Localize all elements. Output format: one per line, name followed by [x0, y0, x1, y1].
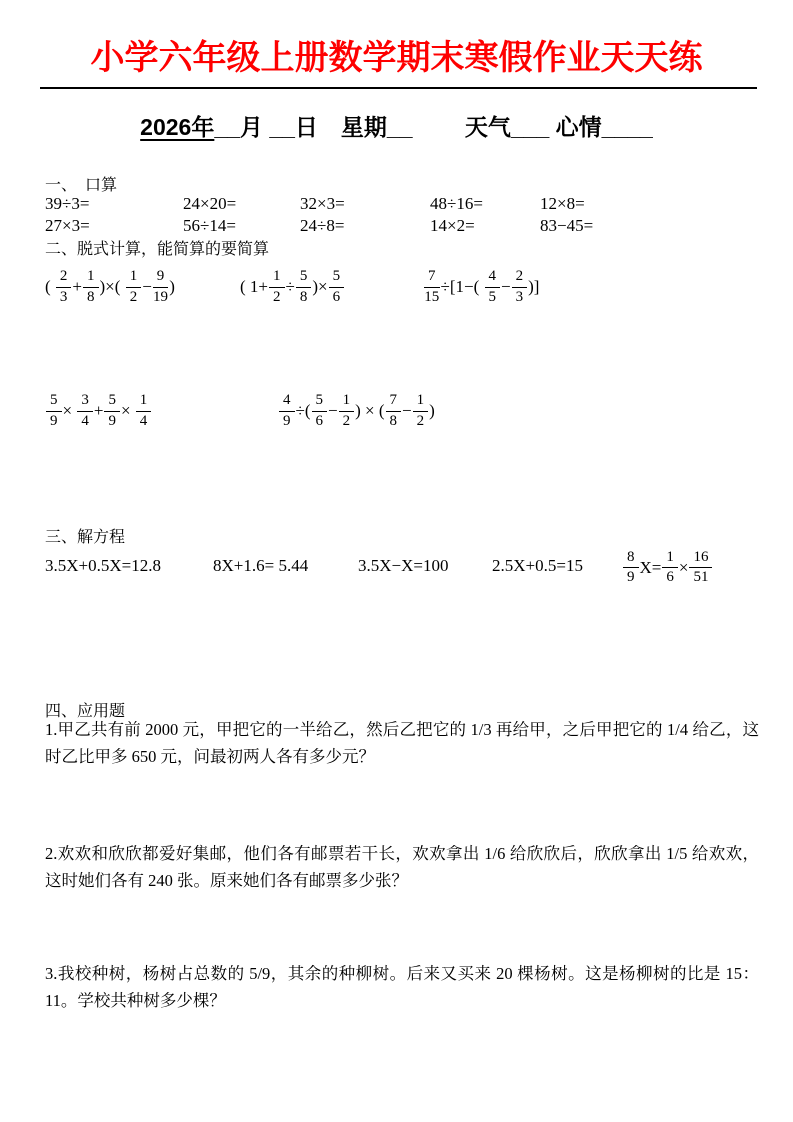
math-text: − [402, 401, 412, 420]
math-text: × [62, 401, 77, 420]
fraction: $\frac{7}{8}$ [386, 392, 402, 430]
fraction: $\frac{2}{3}$ [56, 268, 72, 306]
math-text: + [72, 277, 83, 296]
math-text: ) [429, 401, 435, 420]
calc-expression-1 [45, 260, 175, 314]
date-blanks: __月 __日 星期__ 天气___ 心情____ [214, 114, 653, 140]
oral-problem: 39÷3= [45, 194, 90, 213]
fraction: $\frac{5}{9}$ [46, 392, 62, 430]
word-problem-3: 3.我校种树，杨树占总数的 5/9，其余的种柳树。后来又买来 20 棵杨树。这是杨柳树的比是 15：11。学校共种树多少棵？ [45, 964, 759, 1010]
fraction: $\frac{5}{8}$ [296, 268, 312, 306]
math-text: X= [639, 557, 662, 577]
fraction: $\frac{1}{2}$ [126, 268, 142, 306]
oral-problem: 27×3= [45, 216, 90, 235]
math-text: − [501, 277, 511, 296]
fraction: $\frac{1}{4}$ [136, 392, 152, 430]
fraction: $\frac{7}{15}$ [424, 268, 440, 305]
math-text: ÷ [285, 277, 295, 296]
oral-problem: 32×3= [300, 194, 345, 213]
fraction: $\frac{16}{51}$ [689, 549, 712, 587]
oral-problem: 56÷14= [183, 216, 236, 235]
oral-problem: 83−45= [540, 216, 594, 235]
equation-2: 8X+1.6= 5.44 [213, 556, 309, 575]
fraction: $\frac{3}{4}$ [77, 392, 93, 430]
math-text: )× [312, 277, 328, 296]
math-text: ) [169, 277, 175, 296]
fraction: $\frac{5}{6}$ [329, 268, 345, 306]
fraction: $\frac{1}{2}$ [339, 392, 355, 430]
oral-problem: 12×8= [540, 194, 585, 213]
fraction: $\frac{1}{8}$ [83, 268, 99, 306]
math-text: ( [45, 277, 55, 296]
fraction: $\frac{2}{3}$ [512, 268, 528, 306]
date-year: 2026年 [140, 114, 215, 140]
oral-problem: 48÷16= [430, 194, 483, 213]
math-text: ( 1+ [240, 277, 268, 296]
math-text: ÷( [295, 401, 311, 420]
calc-expression-5 [278, 384, 435, 438]
math-text: )×( [99, 277, 125, 296]
word-problem-1: 1.甲乙共有前 2000 元，甲把它的一半给乙，然后乙把它的 1/3 再给甲，之后甲把它的 1/4 给乙，这时乙比甲多 650 元，问最初两人各有多少元？ [45, 720, 759, 766]
calc-expression-3 [423, 260, 539, 314]
calc-expression-4 [45, 384, 152, 438]
math-text: ÷[1−( [440, 277, 484, 296]
oral-problem: 24×20= [183, 194, 237, 213]
math-text: + [93, 401, 104, 420]
fraction: $\frac{4}{9}$ [279, 392, 295, 430]
math-text: × [120, 401, 135, 420]
math-text: − [328, 401, 338, 420]
section-oral-heading: 一、 口算 [45, 177, 118, 194]
fraction: $\frac{5}{6}$ [312, 392, 328, 430]
section-equations-heading: 三、解方程 [45, 529, 126, 546]
fraction: $\frac{4}{5}$ [485, 268, 501, 306]
oral-problem: 24÷8= [300, 216, 345, 235]
equation-1: 3.5X+0.5X=12.8 [45, 556, 161, 575]
word-problem-2: 2.欢欢和欣欣都爱好集邮，他们各有邮票若干长，欢欢拿出 1/6 给欣欣后，欣欣拿出 1/5 给欢欢，这时她们各有 240 张。原来她们各有邮票多少张？ [45, 844, 759, 890]
section-calc-heading: 二、脱式计算，能简算的要简算 [45, 241, 270, 258]
equation-3: 3.5X−X=100 [358, 556, 449, 575]
fraction: $\frac{1}{6}$ [662, 549, 678, 587]
fraction: $\frac{9}{19}$ [153, 268, 169, 305]
fraction: $\frac{5}{9}$ [104, 392, 120, 430]
math-text: × [678, 557, 689, 577]
oral-problems-grid [45, 194, 758, 238]
math-text: )] [528, 277, 540, 296]
worksheet-title: 小学六年级上册数学期末寒假作业天天练 [90, 39, 703, 77]
title-divider [40, 87, 757, 89]
equation-4: 2.5X+0.5=15 [492, 556, 583, 575]
section-word-problems-heading: 四、应用题 [45, 703, 126, 720]
fraction: $\frac{1}{2}$ [269, 268, 285, 306]
oral-problem: 14×2= [430, 216, 475, 235]
equation-5 [622, 540, 713, 595]
calc-expression-2 [240, 260, 345, 314]
date-line [0, 109, 793, 142]
fraction: $\frac{1}{2}$ [413, 392, 429, 430]
math-text: ) × ( [355, 401, 385, 420]
fraction: $\frac{8}{9}$ [623, 549, 639, 587]
math-text: − [142, 277, 152, 296]
